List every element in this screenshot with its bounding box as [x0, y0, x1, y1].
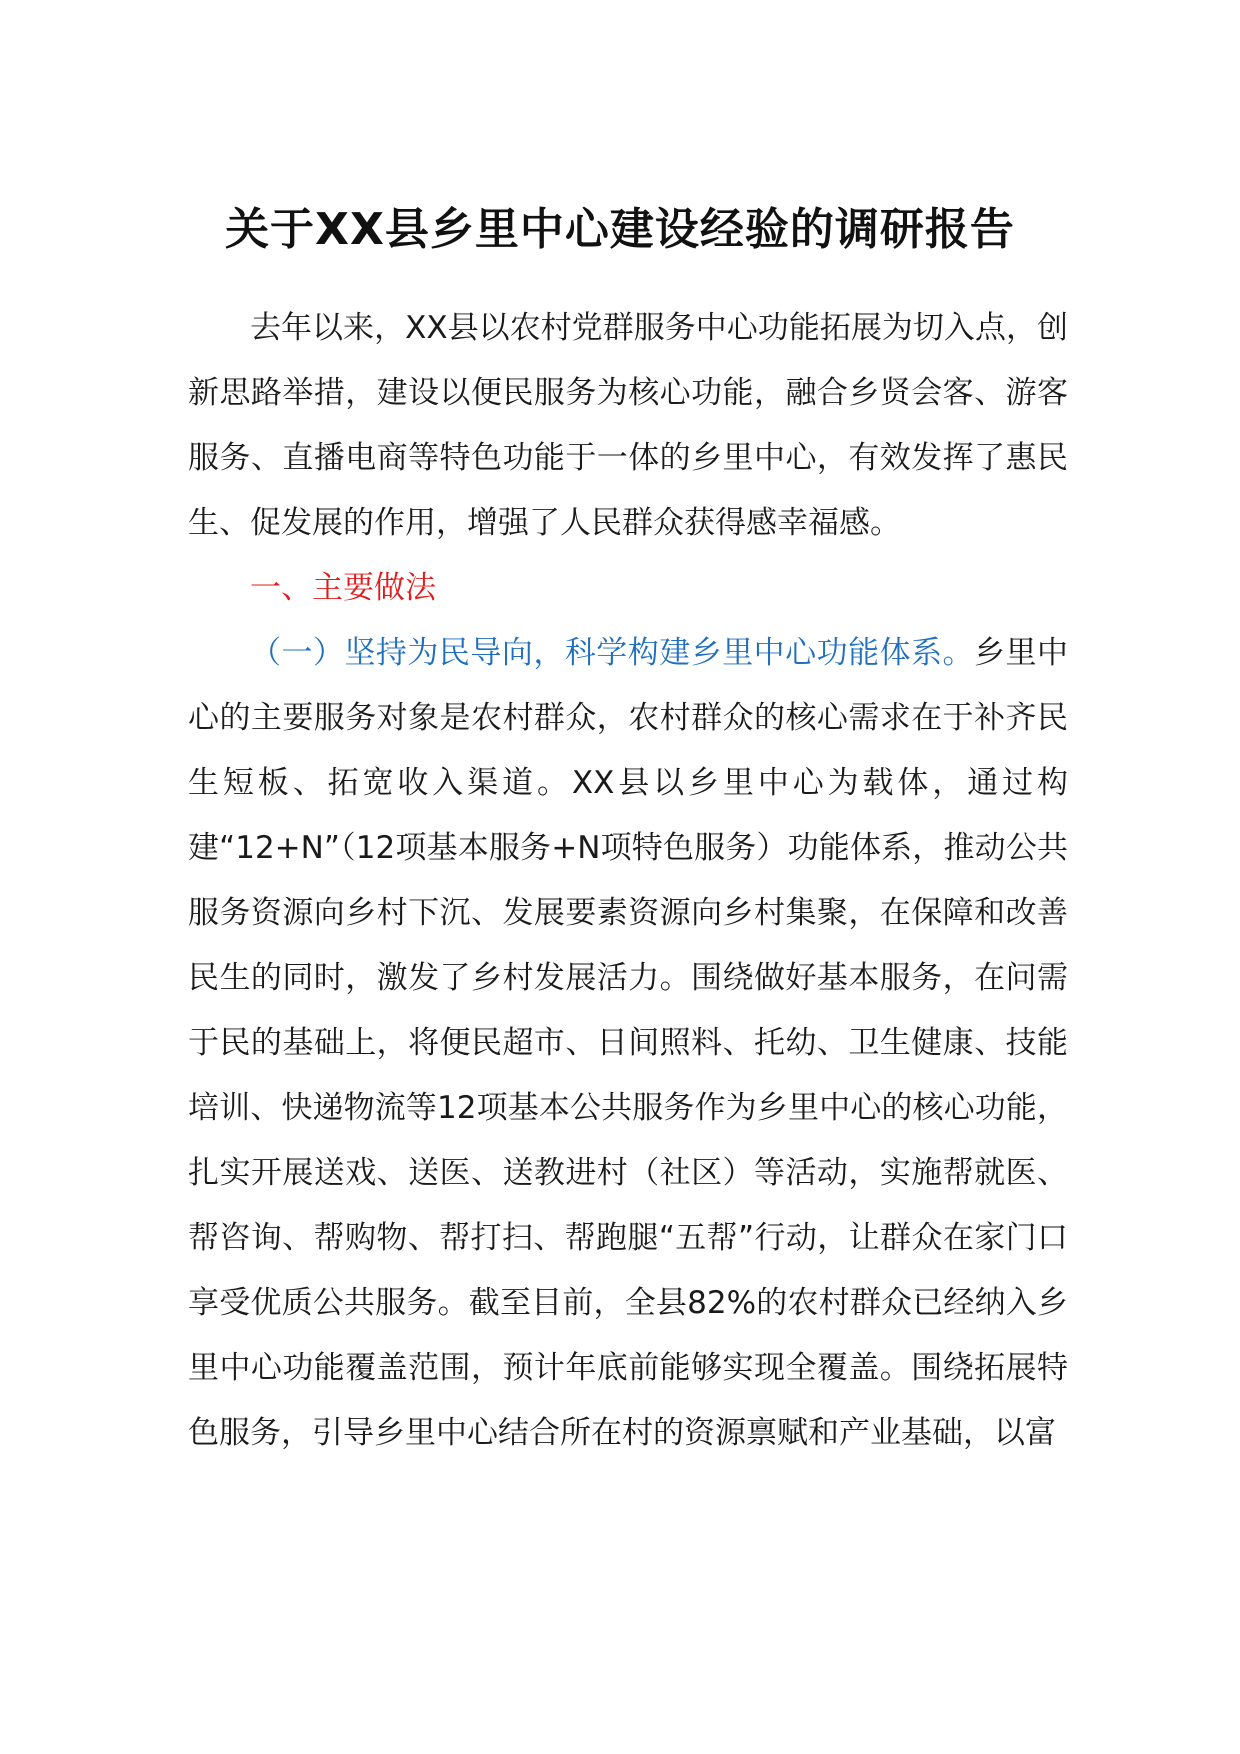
subsection-text: 乡里中心的主要服务对象是农村群众，农村群众的核心需求在于补齐民生短板、拓宽收入渠道。XX县以乡里中心为载体，通过构建“12+N”（12项基本服务+N项特色服务）功能体系，推动公共服务资源向乡村下沉、发展要素资源向乡村集聚，在保障和改善民生的同时，激发了乡村发展活力。围绕做好基本服务，在问需于民的基础上，将便民超市、日间照料、托幼、卫生健康、技能培训、快递物流等12项基本公共服务作为乡里中心的核心功能，扎实开展送戏、送医、送教进村（社区）等活动，实施帮就医、帮咨询、帮购物、帮打扫、帮跑腿“五帮”行动，让群众在家门口享受优质公共服务。截至目前，全县82%的农村群众已经纳入乡里中心功能覆盖范围，预计年底前能够实现全覆盖。围绕拓展特色服务，引导乡里中心结合所在村的资源禀赋和产业基础，以富: [188, 635, 1069, 1451]
subsection-paragraph: [188, 621, 1068, 1466]
document-title: 关于XX县乡里中心建设经验的调研报告: [225, 204, 1015, 255]
document-body: [188, 296, 1068, 1466]
intro-paragraph: 去年以来，XX县以农村党群服务中心功能拓展为切入点，创新思路举措，建设以便民服务为核心功能，融合乡贤会客、游客服务、直播电商等特色功能于一体的乡里中心，有效发挥了惠民生、促发展的作用，增强了人民群众获得感幸福感。: [188, 310, 1068, 541]
section-heading: 一、主要做法: [250, 570, 436, 606]
subsection-heading: （一）坚持为民导向，科学构建乡里中心功能体系。: [250, 635, 975, 671]
